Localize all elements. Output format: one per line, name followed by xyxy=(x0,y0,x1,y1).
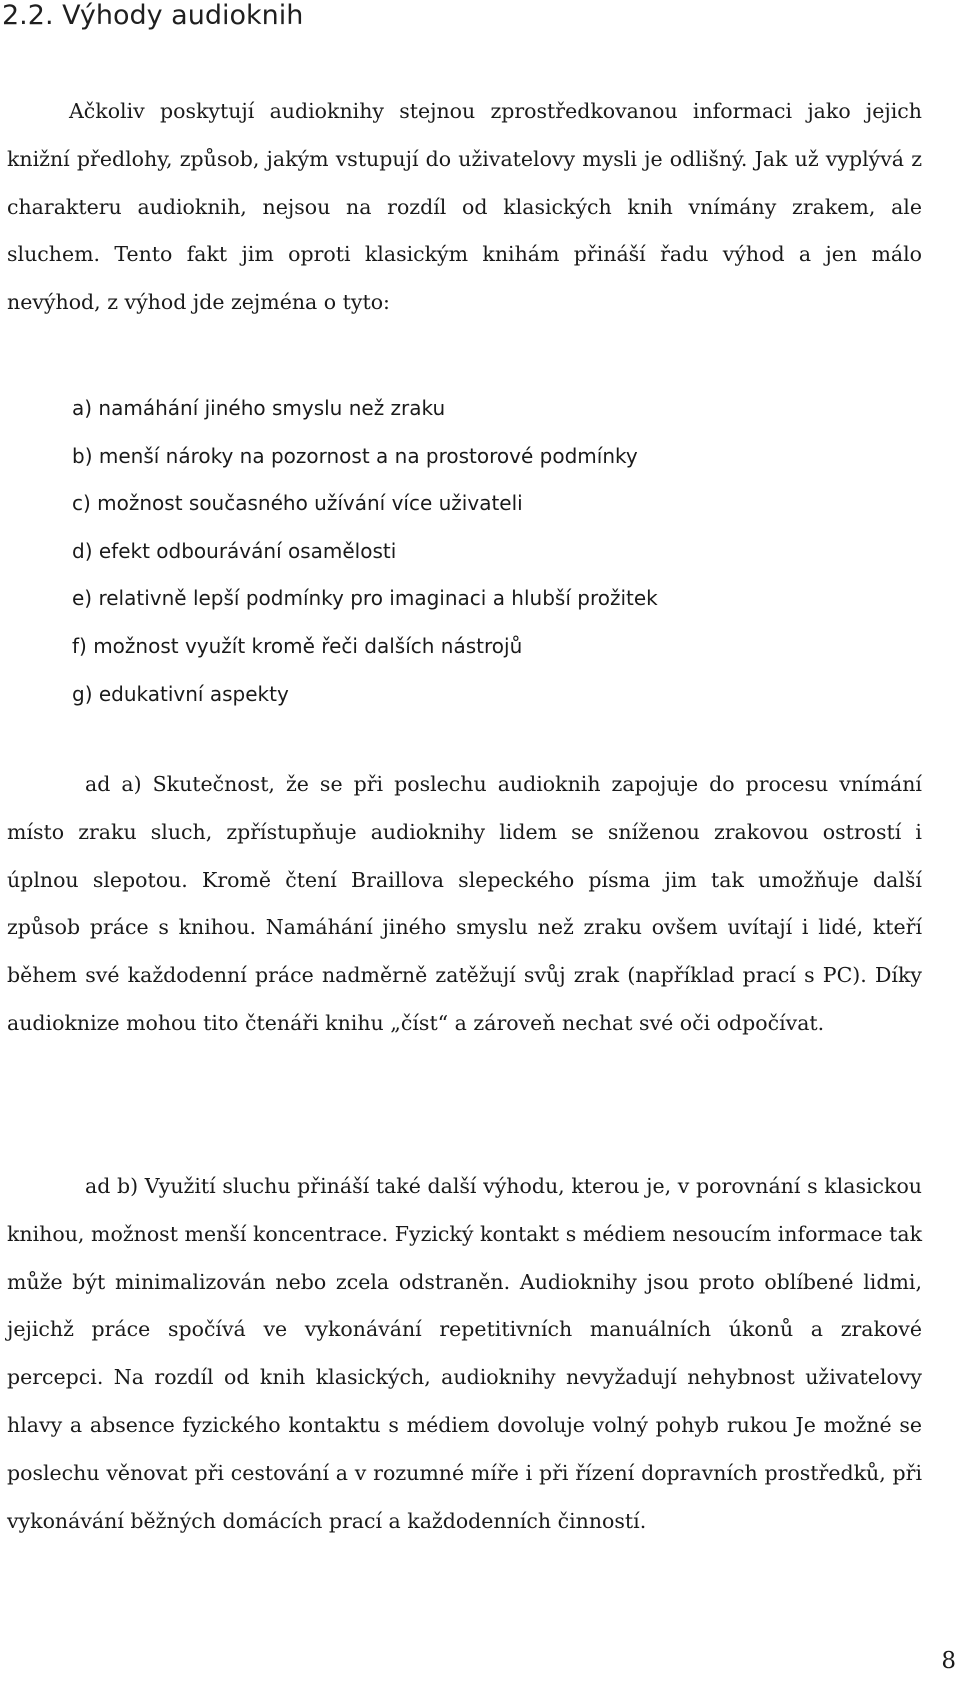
list-item: a) namáhání jiného smyslu než zraku xyxy=(72,396,446,420)
ad-b-paragraph: ad b) Využití sluchu přináší také další výhodu, kterou je, v porovnání s klasickou knihou, možnost menší koncentrace. Fyzický kontakt s médiem nesoucím informace tak může být minimalizován nebo zcela odstraněn. Audioknihy jsou proto oblíbené lidmi, jejichž práce spočívá ve vykonávání repetitivních manuálních úkonů a zrakové percepci. Na rozdíl od knih klasických, audioknihy nevyžadují nehybnost uživatelovy hlavy a absence fyzického kontaktu s médiem dovoluje volný pohyb rukou Je možné se poslechu věnovat při cestování a v rozumné míře i při řízení dopravních prostředků, při vykonávání běžných domácích prací a každodenních činností. xyxy=(7,1174,922,1533)
list-item: g) edukativní aspekty xyxy=(72,681,289,706)
intro-paragraph: Ačkoliv poskytují audioknihy stejnou zprostředkovanou informaci jako jejich knižní předlohy, způsob, jakým vstupují do uživatelovy mysli je odlišný. Jak už vyplývá z charakteru audioknih, nejsou na rozdíl od klasických knih vnímány zrakem, ale sluchem. Tento fakt jim oproti klasickým knihám přináší řadu výhod a jen málo nevýhod, z výhod jde zejména o tyto: xyxy=(7,99,922,315)
page-number: 8 xyxy=(941,1648,956,1674)
ad-a-paragraph: ad a) Skutečnost, že se při poslechu audioknih zapojuje do procesu vnímání místo zraku sluch, zpřístupňuje audioknihy lidem se sníženou zrakovou ostrostí i úplnou slepotou. Kromě čtení Braillova slepeckého písma jim tak umožňuje další způsob práce s knihou. Namáhání jiného smyslu než zraku ovšem uvítají i lidé, kteří během své každodenní práce nadměrně zatěžují svůj zrak (například prací s PC). Díky audioknize mohou tito čtenáři knihu „číst“ a zároveň nechat své oči odpočívat. xyxy=(7,772,922,1035)
list-item: e) relativně lepší podmínky pro imaginaci a hlubší prožitek xyxy=(72,586,658,611)
list-item: b) menší nároky na pozornost a na prostorové podmínky xyxy=(72,443,638,468)
list-item: f) možnost využít kromě řeči dalších nástrojů xyxy=(72,633,523,658)
section-heading: 2.2. Výhody audioknih xyxy=(2,0,304,31)
list-item: d) efekt odbourávání osamělosti xyxy=(72,538,397,563)
list-item: c) možnost současného užívání více uživateli xyxy=(72,491,523,516)
advantages-list xyxy=(72,385,658,718)
